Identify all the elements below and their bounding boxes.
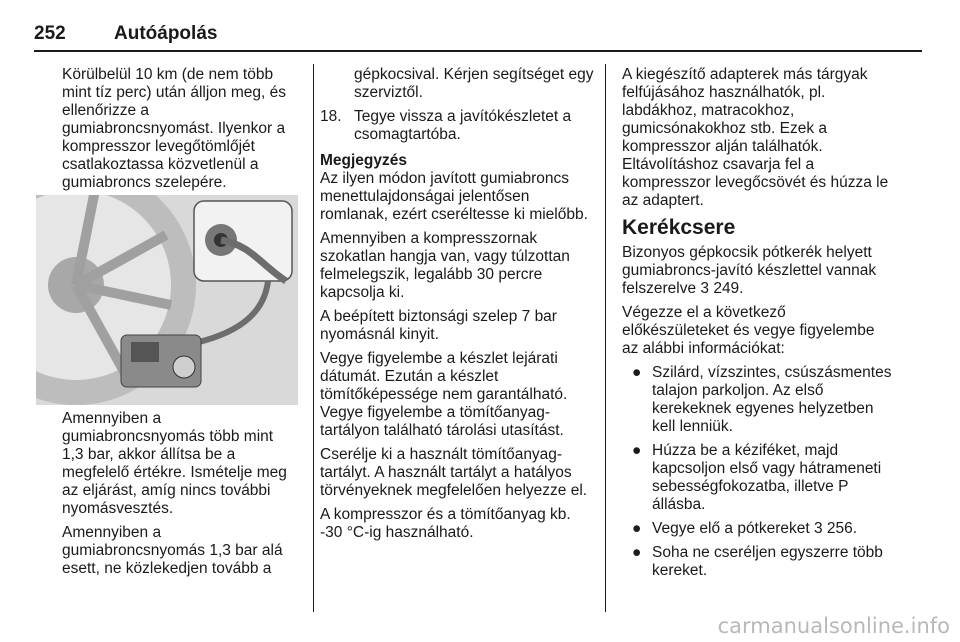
list-text: Tegye vissza a javítókészletet a csomagtartóba. [354,108,572,143]
bullet-icon: ● [632,520,642,537]
bullet-text: Soha ne cseréljen egyszerre több kereket. [652,544,883,579]
column-3 [622,66,892,586]
tire-repair-illustration [36,195,298,405]
compressor-icon [121,335,201,387]
column-divider-1 [313,64,314,612]
page-number: 252 [34,23,66,44]
note-paragraph: A kompresszor és a tömítőanyag kb. -30 °C-ig használható. [320,506,571,541]
note-paragraph: Az ilyen módon javított gumiabroncs menettulajdonságai jelentősen romlanak, ezért cseréltesse ki mielőbb. [320,170,588,223]
bullet-icon: ● [632,442,642,459]
valve-zoom-inset [194,201,292,281]
paragraph: Végezze el a következő előkészületeket és vegye figyelembe az alábbi információkat: [622,304,875,357]
list-item [622,520,892,538]
section-title: Autóápolás [114,23,218,44]
paragraph: Amennyiben a gumiabroncsnyomás 1,3 bar alá esett, ne közlekedjen tovább a [62,524,283,577]
section-heading: Kerékcsere [622,216,736,239]
list-item [622,442,892,514]
page-header [34,23,922,51]
column-1-top [62,66,298,198]
paragraph: A kiegészítő adapterek más tárgyak felfújásához használhatók, pl. labdákhoz, matracokhoz, gumicsónakokhoz stb. Ezek a kompresszor alján találhatók. Eltávolításhoz csavarja fel a kompresszor levegőcsövét és húzza le az adaptert. [622,66,889,209]
paragraph: Bizonyos gépkocsik pótkerék helyett gumiabroncs-javító készlettel vannak felszerelve 3 249. [622,244,877,297]
list-item-18 [320,108,595,144]
watermark: carmanualsonline.info [717,614,950,638]
note-paragraph: Amennyiben a kompresszornak szokatlan hangja van, vagy túlzottan felmelegszik, legalább 30 percre kapcsolja ki. [320,230,570,301]
column-1-bottom [62,410,298,584]
paragraph: Körülbelül 10 km (de nem több mint tíz perc) után álljon meg, és ellenőrizze a gumiabroncsnyomást. Ilyenkor a kompresszor levegőtömlőjét csatlakoztassa közvetlenül a gumiabroncs szelepére. [62,66,286,191]
note-heading: Megjegyzés [320,152,408,169]
column-divider-2 [605,64,606,612]
note-paragraph: Vegye figyelembe a készlet lejárati dátumát. Ezután a készlet tömítőképessége nem garantálható. Vegye figyelembe a tömítőanyag-tartályon található tárolási utasítást. [320,350,568,439]
list-number: 18. [320,108,342,125]
bullet-text: Húzza be a kéziféket, majd kapcsoljon első vagy hátrameneti sebességfokozatba, illetve P állásba. [652,442,882,513]
note-paragraph: A beépített biztonsági szelep 7 bar nyomásnál kinyit. [320,308,557,343]
column-2 [320,66,595,548]
paragraph: Amennyiben a gumiabroncsnyomás több mint 1,3 bar, akkor állítsa be a megfelelő értékre. Ismételje meg az eljárást, amíg nincs további nyomásvesztés. [62,410,287,517]
bullet-text: Vegye elő a pótkereket 3 256. [652,520,858,537]
bullet-icon: ● [632,544,642,561]
list-item [622,364,892,436]
list-item [622,544,892,580]
note-paragraph: Cserélje ki a használt tömítőanyag-tartályt. A használt tartályt a hatályos törvényeknek megfelelően helyezze el. [320,446,588,499]
paragraph-continued: gépkocsival. Kérjen segítséget egy szerviztől. [354,66,594,101]
bullet-icon: ● [632,364,642,381]
bullet-text: Szilárd, vízszintes, csúszásmentes talajon parkoljon. Az első kerekeknek egyenes helyzetben kell lenniük. [652,364,892,435]
header-rule [34,50,922,52]
